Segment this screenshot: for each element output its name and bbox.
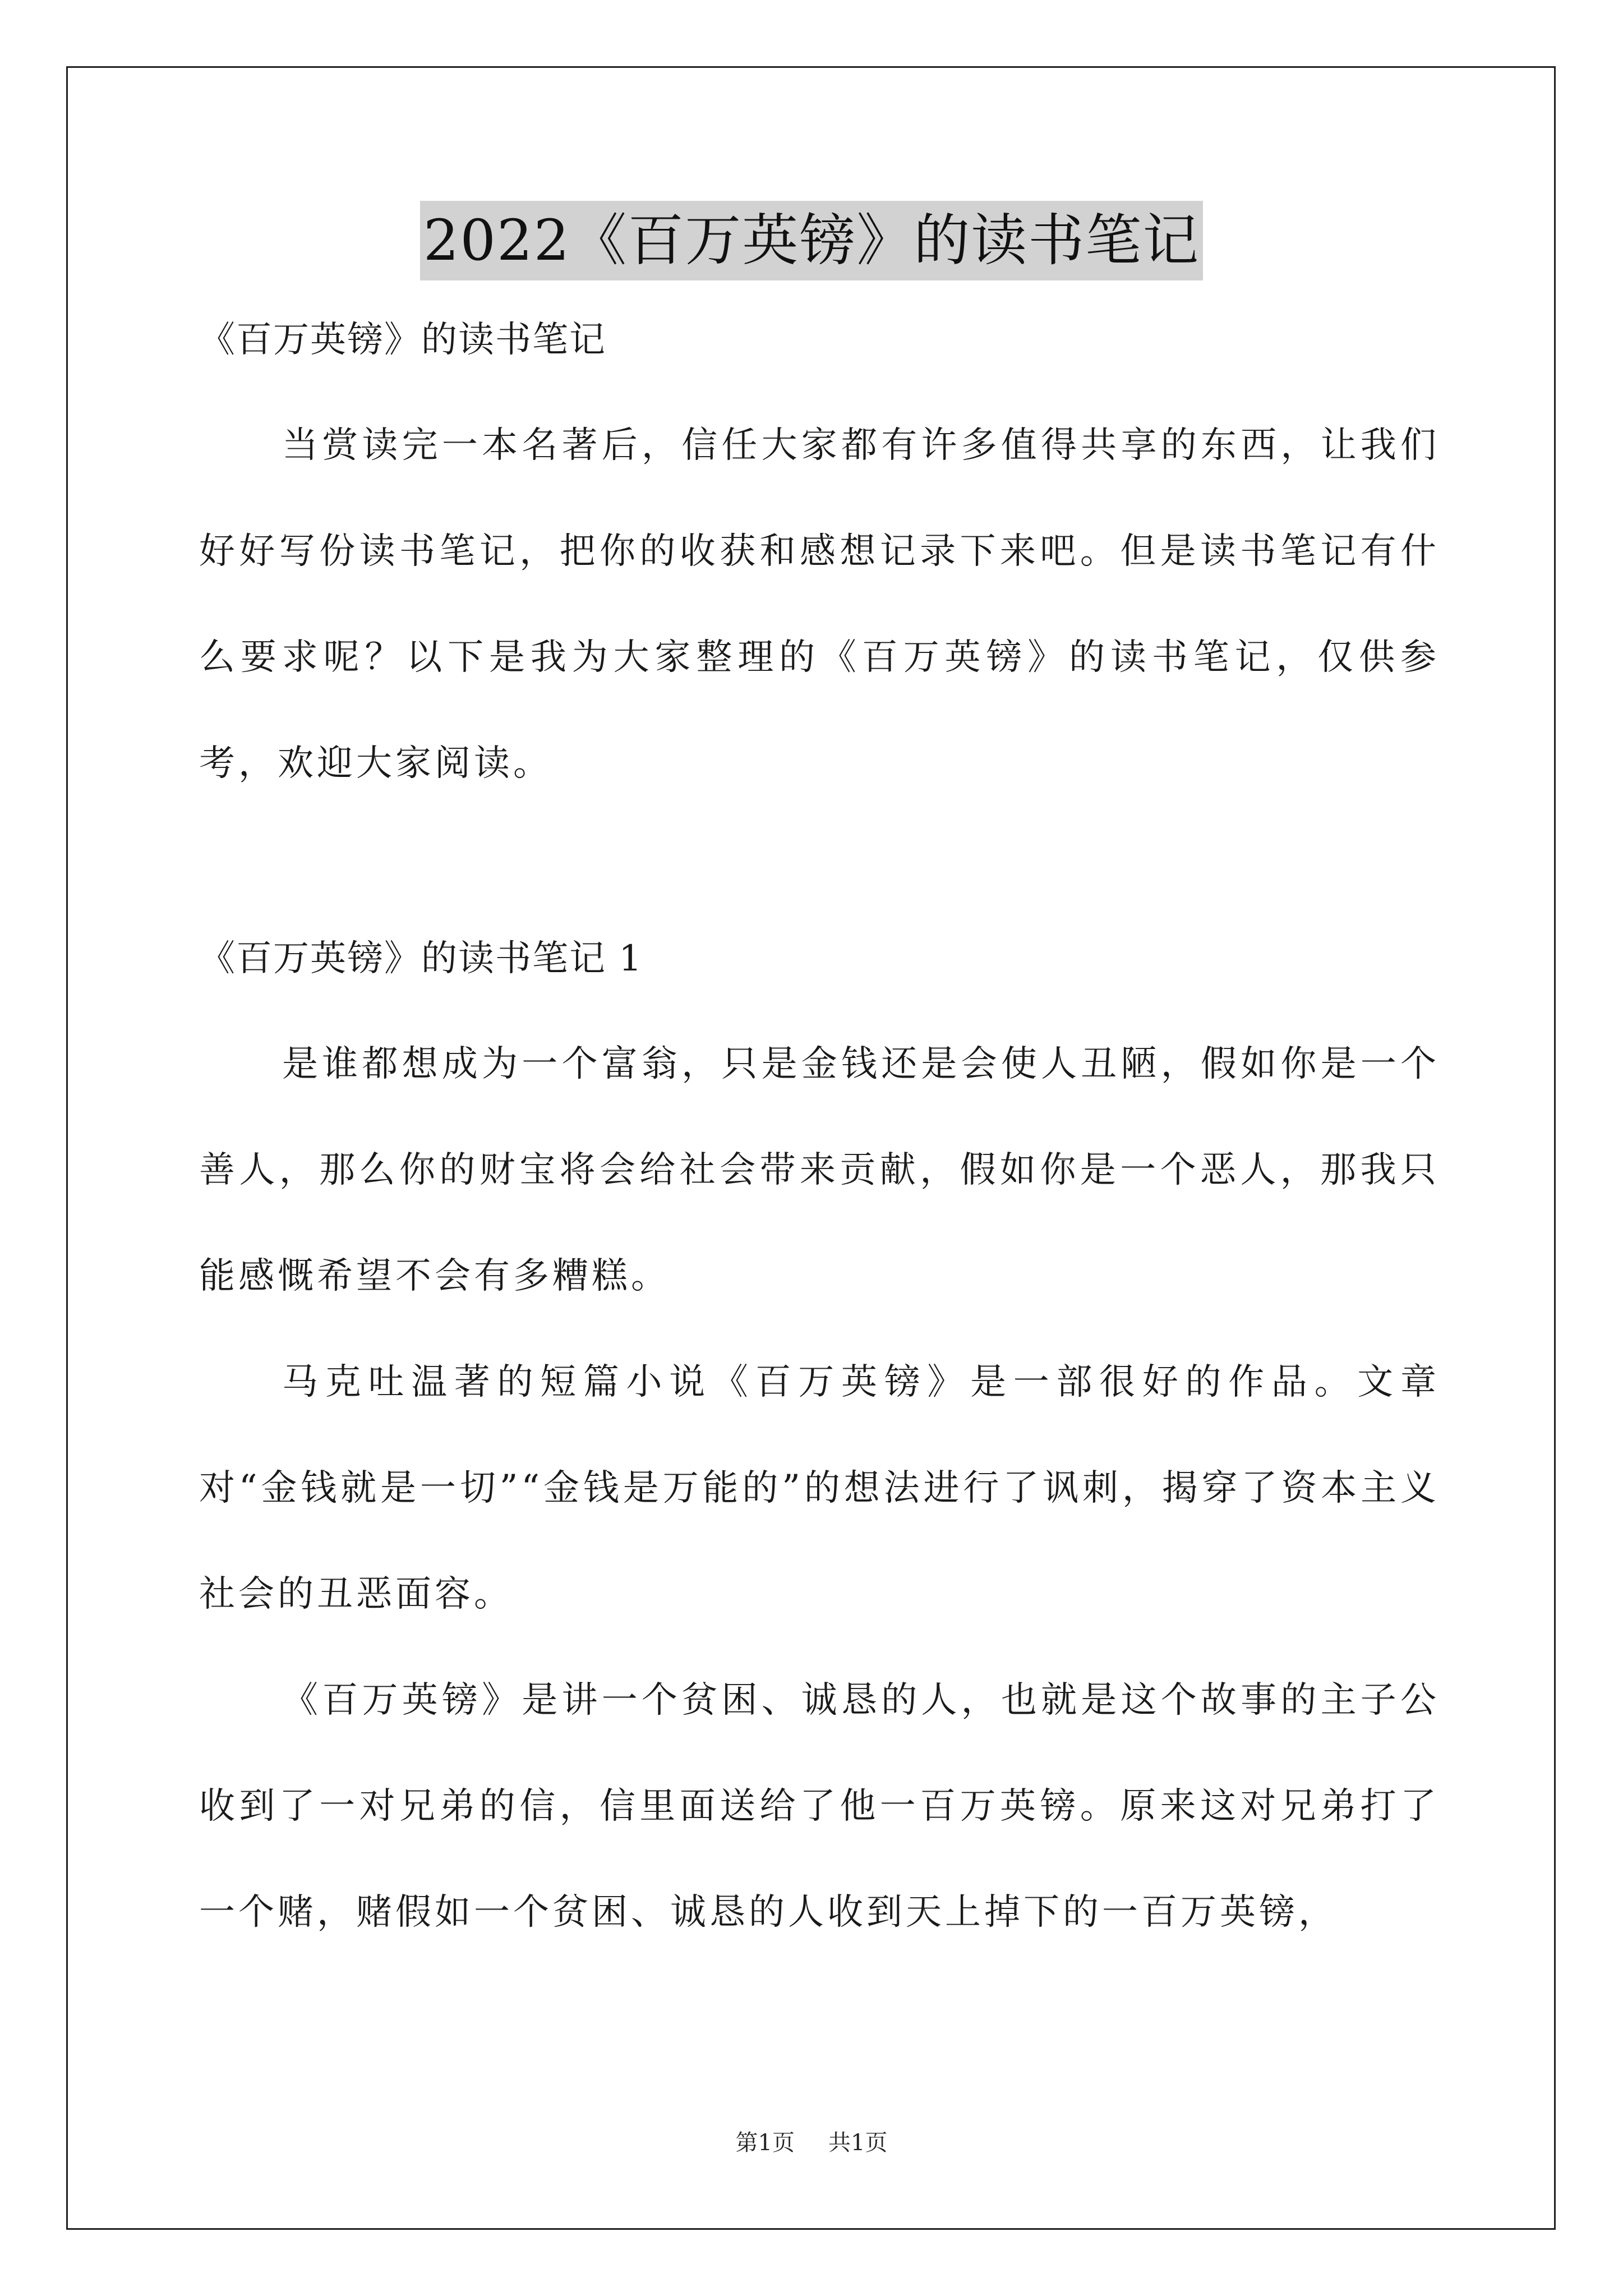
intro-paragraph: 当赏读完一本名著后，信任大家都有许多值得共享的东西，让我们好好写份读书笔记，把你的收获和感想记录下来吧。但是读书笔记有什么要求呢？以下是我为大家整理的《百万英镑》的读书笔记，仅供参考，欢迎大家阅读。	[199, 425, 1440, 784]
page-total: 共1页	[828, 2130, 888, 2156]
intro-heading: 《百万英镑》的读书笔记	[199, 319, 606, 361]
section-paragraph: 《百万英镑》是讲一个贫困、诚恳的人，也就是这个故事的主子公收到了一对兄弟的信，信里面送给了他一百万英镑。原来这对兄弟打了一个赌，赌假如一个贫困、诚恳的人收到天上掉下的一百万英镑，	[199, 1680, 1440, 1933]
page-number: 第1页	[735, 2130, 795, 2156]
document-body	[199, 313, 1440, 1966]
section-paragraph: 是谁都想成为一个富翁，只是金钱还是会使人丑陋，假如你是一个善人，那么你的财宝将会给社会带来贡献，假如你是一个恶人，那我只能感慨希望不会有多糟糕。	[199, 1043, 1440, 1297]
document-title: 2022《百万英镑》的读书笔记	[420, 201, 1204, 280]
section-paragraph: 马克吐温著的短篇小说《百万英镑》是一部很好的作品。文章对“金钱就是一切”“金钱是万能的”的想法进行了讽刺，揭穿了资本主义社会的丑恶面容。	[199, 1361, 1440, 1615]
section-heading: 《百万英镑》的读书笔记 1	[199, 938, 643, 979]
page-footer	[0, 2126, 1623, 2160]
title-container	[0, 201, 1623, 280]
